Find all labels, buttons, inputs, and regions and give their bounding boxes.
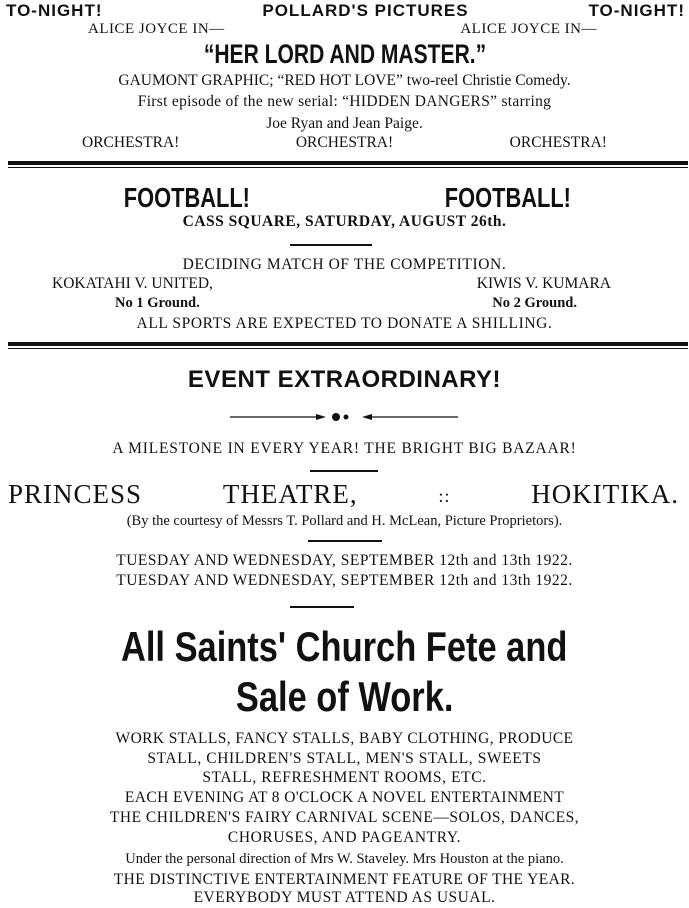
carnival-line: THE CHILDREN'S FAIRY CARNIVAL SCENE—SOLOS, DANCES,	[109, 809, 580, 826]
orchestra-row	[0, 135, 689, 151]
theatre-hokitika: HOKITIKA.	[531, 479, 679, 509]
ground-1: No 1 Ground.	[115, 295, 200, 311]
fete-title-2-row	[0, 673, 689, 720]
football-deciding: DECIDING MATCH OF THE COMPETITION.	[182, 256, 507, 273]
football-donate: ALL SPORTS ARE EXPECTED TO DONATE A SHILLING.	[136, 315, 553, 332]
courtesy-line: (By the courtesy of Messrs T. Pollard and H. McLean, Picture Proprietors).	[126, 513, 563, 529]
ornament-rule	[230, 410, 458, 422]
distinctive-line: THE DISTINCTIVE ENTERTAINMENT FEATURE OF THE YEAR.	[113, 871, 576, 888]
dates-rule	[290, 606, 354, 608]
football-header	[0, 184, 689, 212]
star-line	[0, 22, 689, 37]
orchestra-2: ORCHESTRA!	[295, 134, 394, 151]
star-left: ALICE JOYCE IN—	[88, 21, 225, 37]
fete-title-1: All Saints' Church Fete and	[121, 623, 568, 670]
pollard-line1: GAUMONT GRAPHIC; “RED HOT LOVE” two-reel Christie Comedy.	[118, 72, 571, 89]
theatre-sep: ::	[438, 486, 451, 506]
football-grounds	[0, 296, 689, 311]
feature-title-row	[0, 41, 689, 68]
milestone-line: A MILESTONE IN EVERY YEAR! THE BRIGHT BIG BAZAAR!	[112, 440, 577, 457]
stalls-line-1: WORK STALLS, FANCY STALLS, BABY CLOTHING, PRODUCE	[115, 730, 574, 747]
milestone-rule	[310, 470, 378, 472]
football-venue: CASS SQUARE, SATURDAY, AUGUST 26th.	[182, 213, 507, 230]
divider-2b	[8, 348, 688, 349]
stalls-line-3: STALL, REFRESHMENT ROOMS, ETC.	[202, 769, 487, 786]
divider-1b	[8, 167, 688, 168]
ground-2: No 2 Ground.	[492, 295, 577, 311]
evening-line: EACH EVENING AT 8 O'CLOCK A NOVEL ENTERTAINMENT	[124, 789, 565, 806]
feature-title: “HER LORD AND MASTER.”	[203, 39, 486, 69]
direction-line: Under the personal direction of Mrs W. Staveley. Mrs Houston at the piano.	[125, 851, 564, 867]
fete-title-2: Sale of Work.	[235, 673, 454, 720]
everybody-line: EVERYBODY MUST ATTEND AS USUAL.	[193, 889, 496, 906]
stalls-line-2: STALL, CHILDREN'S STALL, MEN'S STALL, SWEETS	[147, 750, 542, 767]
football-right: FOOTBALL!	[445, 182, 572, 213]
pollard-title: POLLARD'S PICTURES	[262, 1, 469, 20]
match-2: KIWIS V. KUMARA	[476, 275, 611, 292]
football-left: FOOTBALL!	[123, 182, 250, 213]
courtesy-rule	[308, 540, 382, 542]
fete-title-1-row	[0, 623, 689, 670]
football-matches	[0, 276, 689, 292]
star-right: ALICE JOYCE IN—	[460, 21, 597, 37]
orchestra-1: ORCHESTRA!	[82, 134, 180, 151]
divider-1	[8, 161, 688, 165]
tonight-header	[0, 2, 689, 19]
dates-line-2: TUESDAY AND WEDNESDAY, SEPTEMBER 12th and 13th 1922.	[116, 572, 573, 589]
divider-2	[8, 342, 688, 346]
orchestra-3: ORCHESTRA!	[509, 134, 607, 151]
tonight-right: TO-NIGHT!	[588, 1, 685, 20]
choruses-line: CHORUSES, AND PAGEANTRY.	[227, 829, 462, 846]
match-1: KOKATAHI V. UNITED,	[52, 275, 213, 292]
tonight-left: TO-NIGHT!	[6, 1, 103, 20]
football-rule	[290, 244, 372, 246]
pollard-line3: Joe Ryan and Jean Paige.	[266, 115, 423, 132]
pollard-line2: First episode of the new serial: “HIDDEN DANGERS” starring	[137, 93, 552, 110]
theatre-princess: PRINCESS	[8, 479, 143, 509]
dates-line-1: TUESDAY AND WEDNESDAY, SEPTEMBER 12th and 13th 1922.	[116, 552, 573, 569]
theatre-line	[0, 481, 689, 508]
event-headline: EVENT EXTRAORDINARY!	[187, 366, 502, 393]
theatre-theatre: THEATRE,	[222, 479, 358, 509]
